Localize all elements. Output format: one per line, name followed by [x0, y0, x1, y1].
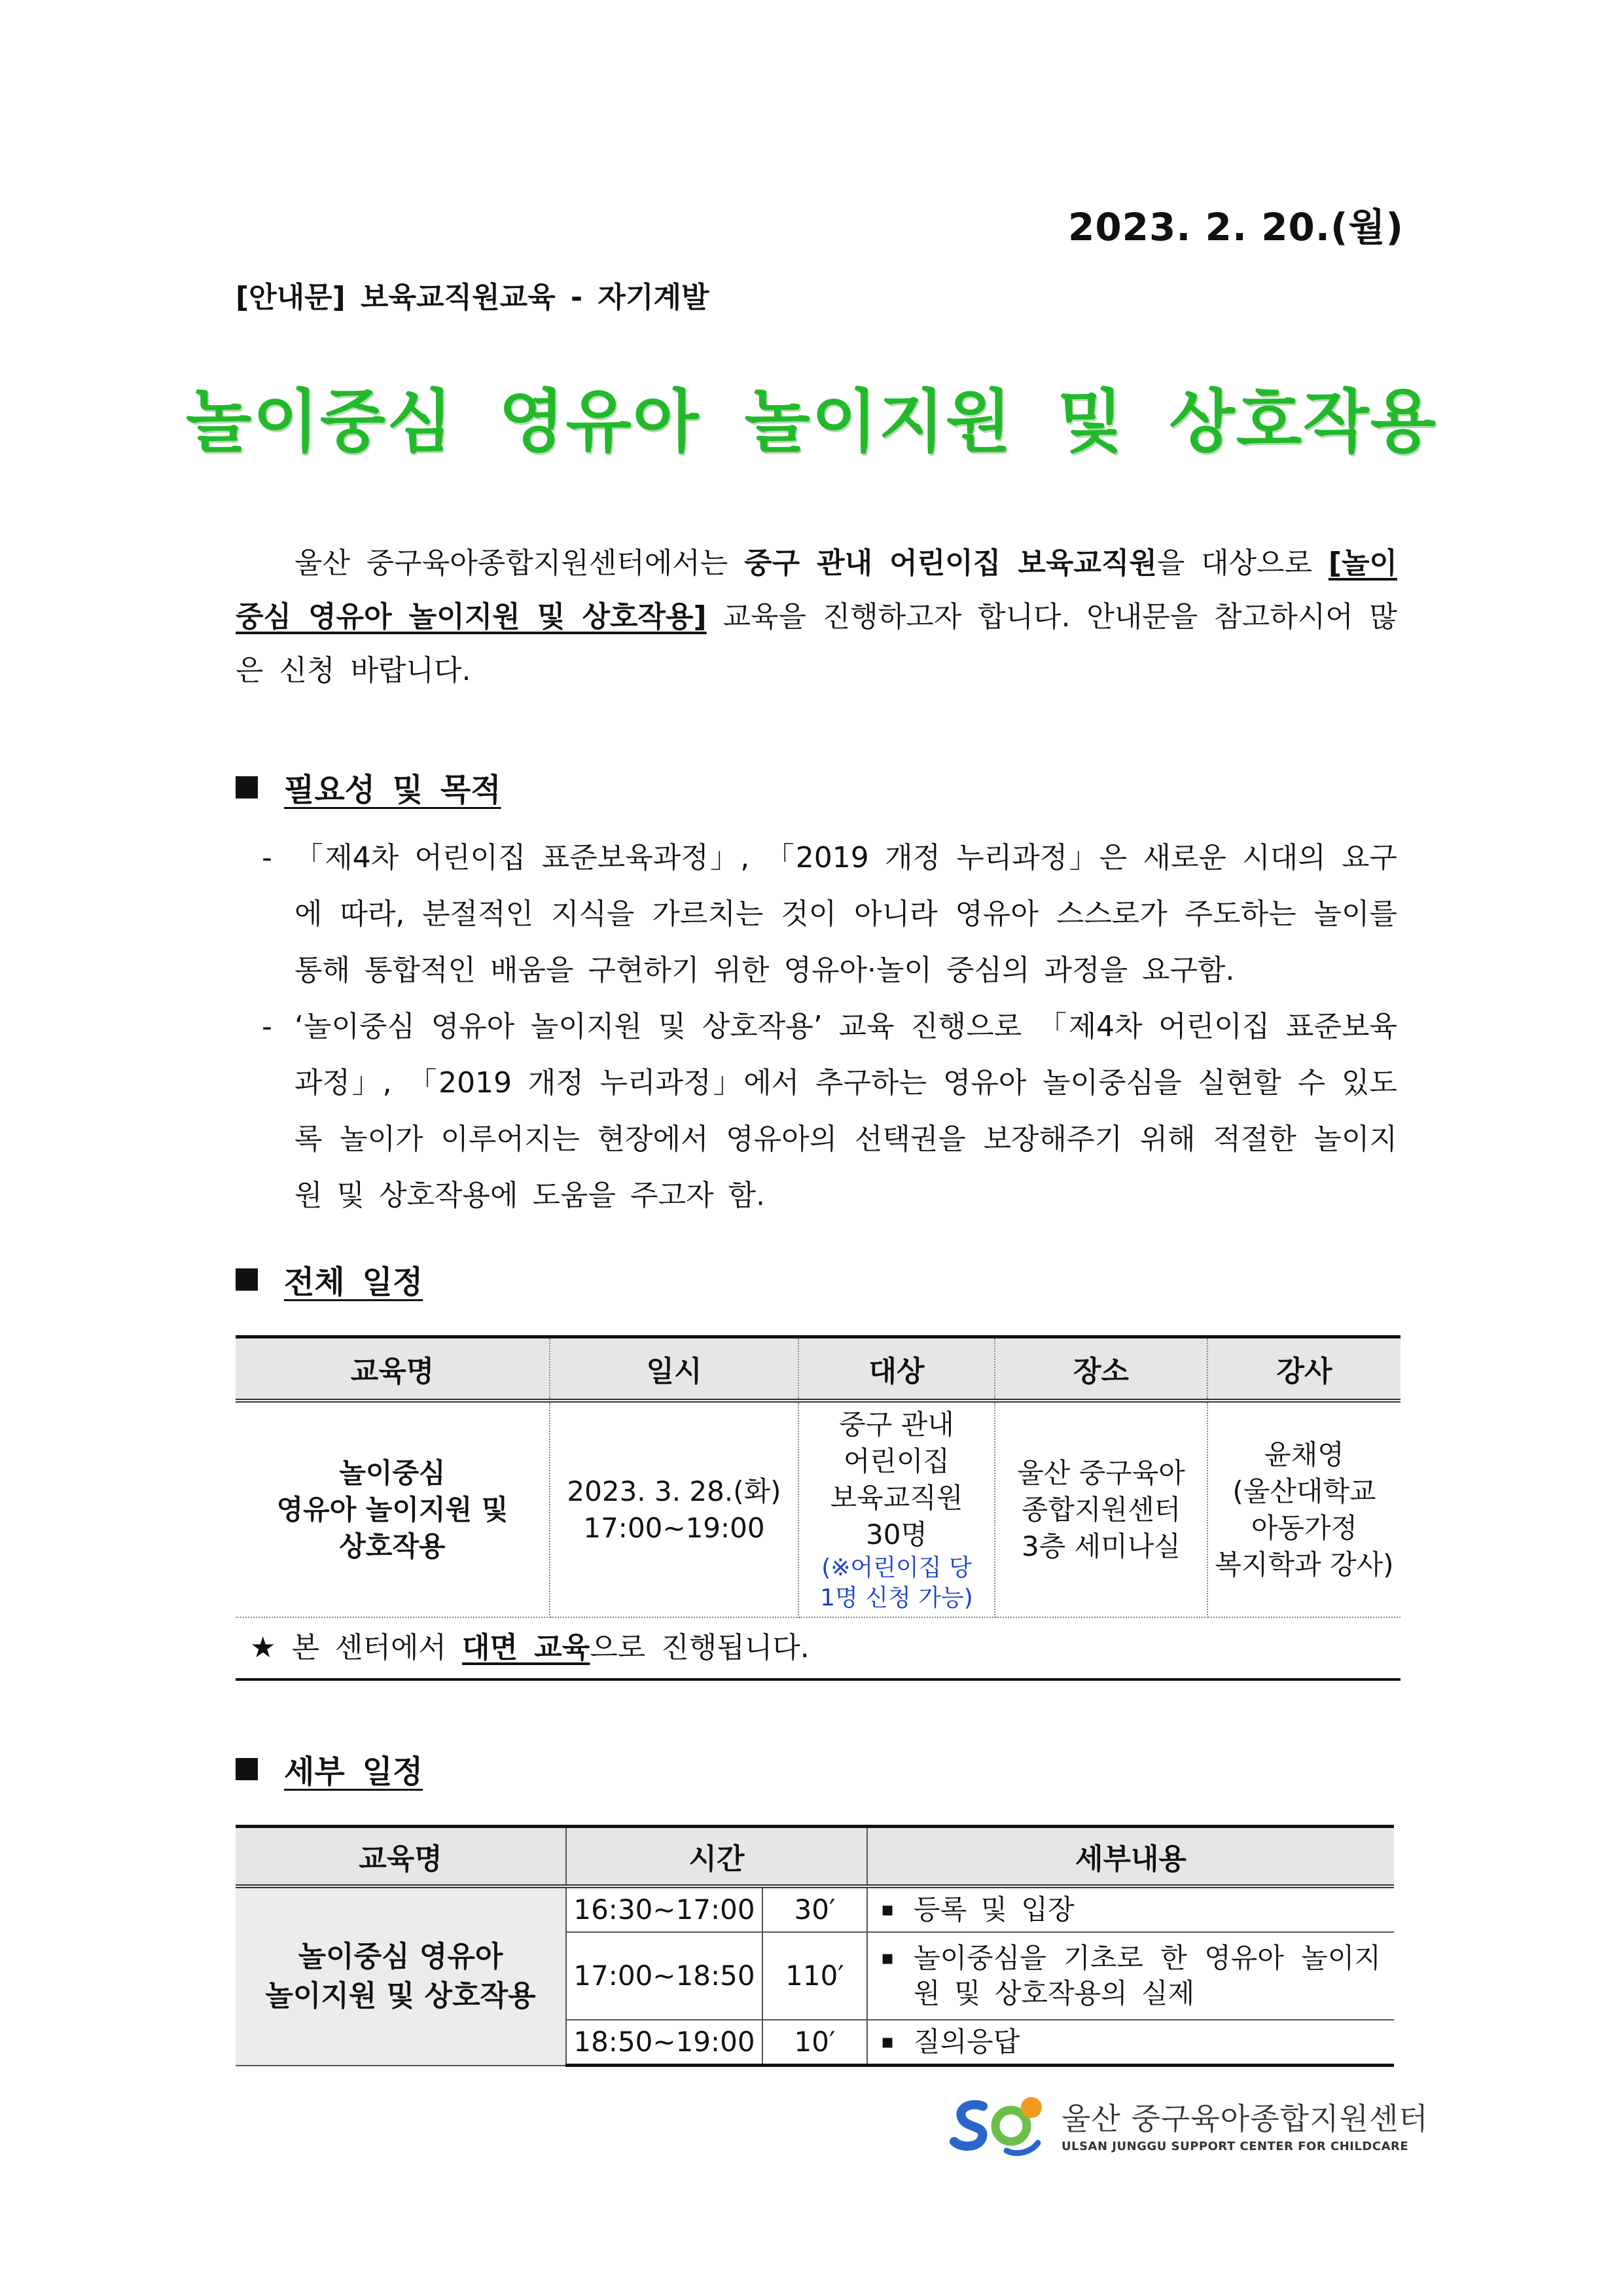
content-cell	[867, 1886, 1394, 1932]
target-line: 어린이집	[843, 1444, 950, 1477]
notice-part2: 으로 진행됩니다.	[590, 1631, 810, 1664]
schedule-heading-text: 전체 일정	[284, 1264, 423, 1300]
schedule-heading	[236, 1257, 423, 1302]
time-cell: 17:00~18:50	[566, 1932, 762, 2020]
square-bullet-icon	[236, 1758, 258, 1780]
intro-paragraph	[236, 537, 1397, 698]
place-cell	[995, 1401, 1207, 1617]
square-bullet-icon	[236, 776, 258, 798]
content-text: 놀이중심을 기초로 한 영유아 놀이지원 및 상호작용의 실제	[914, 1942, 1381, 2009]
course-name-line: 놀이지원 및 상호작용	[265, 1979, 536, 2013]
target-note-line: (※어린이집 당	[821, 1554, 972, 1581]
course-name-line: 놀이중심	[339, 1456, 446, 1489]
table-row	[236, 1401, 1400, 1617]
detail-table	[236, 1825, 1394, 2067]
place-line: 3층 세미나실	[1022, 1530, 1181, 1562]
time-cell: 18:50~19:00	[566, 2020, 762, 2066]
purpose-item-text: ‘놀이중심 영유아 놀이지원 및 상호작용’ 교육 진행으로 「제4차 어린이집 표준보육과정」, 「2019 개정 누리과정」에서 추구하는 영유아 놀이중심을 실현할 수 있도록 놀이가 이루어지는 현장에서 영유아의 선택권을 보장해주기 위해 적절한 놀이지원 및 상호작용에 도움을 주고자 함.	[294, 1010, 1397, 1212]
bullet-icon: ▪	[881, 1946, 895, 1969]
column-header: 강사	[1207, 1337, 1400, 1401]
date-cell	[550, 1401, 798, 1617]
content-text: 등록 및 입장	[914, 1893, 1075, 1926]
course-name-line: 놀이중심 영유아	[298, 1939, 503, 1973]
column-header: 교육명	[236, 1337, 550, 1401]
intro-part3: 교육을 진행하고자 합니다. 안내문을 참고하시어 많은 신청 바랍니다.	[236, 600, 1397, 687]
schedule-table	[236, 1335, 1400, 1681]
notice-row	[236, 1617, 1400, 1679]
duration-cell: 10′	[762, 2020, 867, 2066]
purpose-heading	[236, 764, 501, 810]
bullet-icon: ▪	[881, 1898, 895, 1921]
notice-part1: 본 센터에서	[276, 1631, 462, 1664]
place-line: 종합지원센터	[1021, 1493, 1181, 1526]
column-header: 일시	[550, 1337, 798, 1401]
lecturer-affiliation: 아동가정	[1251, 1511, 1358, 1544]
table-row	[236, 1886, 1394, 1932]
content-text: 질의응답	[914, 2026, 1020, 2058]
duration-cell: 30′	[762, 1886, 867, 1932]
org-name-english: ULSAN JUNGGU SUPPORT CENTER FOR CHILDCARE	[1061, 2139, 1409, 2153]
dash-marker: -	[262, 841, 272, 874]
purpose-list	[262, 830, 1397, 1224]
intro-part1: 울산 중구육아종합지원센터에서는	[294, 547, 745, 580]
duration-cell: 110′	[762, 1932, 867, 2020]
center-logo-icon	[949, 2088, 1047, 2160]
column-header: 장소	[995, 1337, 1207, 1401]
target-line: 중구 관내	[839, 1408, 954, 1441]
target-line: 보육교직원	[830, 1481, 963, 1514]
course-name-cell	[236, 1401, 550, 1617]
column-header: 시간	[566, 1827, 867, 1887]
target-note-line: 1명 신청 가능)	[820, 1584, 973, 1611]
notice-emphasis: 대면 교육	[461, 1631, 590, 1664]
document-date: 2023. 2. 20.(월)	[1067, 205, 1404, 249]
detail-heading-text: 세부 일정	[284, 1753, 423, 1790]
lecturer-affiliation: 복지학과 강사)	[1215, 1548, 1394, 1581]
course-name-line: 영유아 놀이지원 및	[276, 1493, 508, 1526]
detail-heading	[236, 1746, 423, 1791]
intro-target: 중구 관내 어린이집 보육교직원	[744, 547, 1157, 580]
course-name-line: 상호작용	[339, 1530, 446, 1562]
page-title: 놀이중심 영유아 놀이지원 및 상호작용	[185, 382, 1438, 461]
time-cell: 16:30~17:00	[566, 1886, 762, 1932]
bullet-icon: ▪	[881, 2030, 895, 2053]
org-name-korean: 울산 중구육아종합지원센터	[1061, 2100, 1429, 2136]
column-header: 세부내용	[867, 1827, 1394, 1887]
purpose-item	[262, 999, 1397, 1224]
lecturer-name: 윤채영	[1264, 1438, 1344, 1471]
footer-logo	[949, 2088, 1429, 2160]
purpose-heading-text: 필요성 및 목적	[284, 772, 501, 808]
lecturer-affiliation: (울산대학교	[1232, 1475, 1376, 1507]
course-date: 2023. 3. 28.(화)	[567, 1475, 781, 1507]
detail-course-name-cell	[236, 1886, 566, 2066]
course-time: 17:00~19:00	[583, 1511, 765, 1544]
footer-org-text	[1061, 2095, 1429, 2153]
table-header-row	[236, 1337, 1400, 1401]
lecturer-cell	[1207, 1401, 1400, 1617]
column-header: 교육명	[236, 1827, 566, 1887]
content-cell	[867, 1932, 1394, 2020]
purpose-item-text: 「제4차 어린이집 표준보육과정」, 「2019 개정 누리과정」은 새로운 시대의 요구에 따라, 분절적인 지식을 가르치는 것이 아니라 영유아 스스로가 주도하는 놀이를 통해 통합적인 배움을 구현하기 위한 영유아·놀이 중심의 과정을 요구함.	[294, 841, 1397, 987]
target-cell	[798, 1401, 995, 1617]
square-bullet-icon	[236, 1268, 258, 1291]
intro-part2: 을 대상으로	[1156, 547, 1329, 580]
content-cell	[867, 2020, 1394, 2066]
star-icon: ★	[250, 1631, 276, 1664]
target-count: 30명	[865, 1518, 927, 1551]
dash-marker: -	[262, 1010, 272, 1043]
table-header-row	[236, 1827, 1394, 1887]
purpose-item	[262, 830, 1397, 999]
notice-cell	[236, 1617, 1400, 1679]
place-line: 울산 중구육아	[1017, 1456, 1185, 1489]
column-header: 대상	[798, 1337, 995, 1401]
target-note	[800, 1553, 993, 1613]
intro-course-title: [놀이중심 영유아 놀이지원 및 상호작용]	[236, 547, 1397, 634]
document-type: [안내문] 보육교직원교육 - 자기계발	[236, 281, 709, 314]
